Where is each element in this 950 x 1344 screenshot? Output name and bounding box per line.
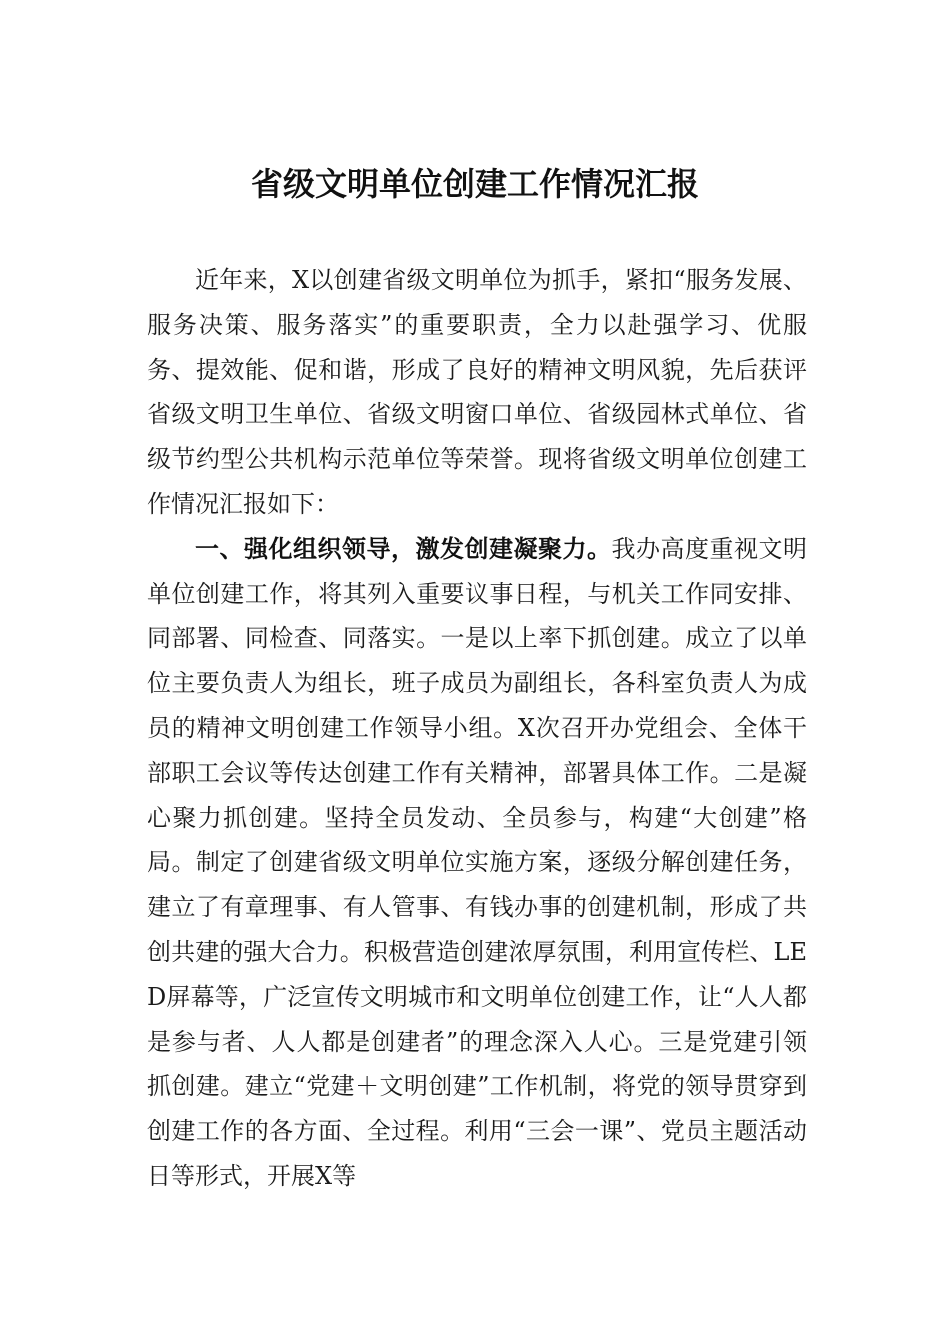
section-1-text: 我办高度重视文明单位创建工作，将其列入重要议事日程，与机关工作同安排、同部署、同检查、同落实。一是以上率下抓创建。成立了以单位主要负责人为组长，班子成员为副组长，各科室负责人为成员的精神文明创建工作领导小组。X次召开办党组会、全体干部职工会议等传达创建工作有关精神，部署具体工作。二是凝心聚力抓创建。坚持全员发动、全员参与，构建“大创建”格局。制定了创建省级文明单位实施方案，逐级分解创建任务，建立了有章理事、有人管事、有钱办事的创建机制，形成了共创共建的强大合力。积极营造创建浓厚氛围，利用宣传栏、LED屏幕等，广泛宣传文明城市和文明单位创建工作，让“人人都是参与者、人人都是创建者”的理念深入人心。三是党建引领抓创建。建立“党建＋文明创建”工作机制，将党的领导贯穿到创建工作的各方面、全过程。利用“三会一课”、党员主题活动日等形式，开展X等 (147, 534, 807, 1190)
intro-paragraph: 近年来，X以创建省级文明单位为抓手，紧扣“服务发展、服务决策、服务落实”的重要职责，全力以赴强学习、优服务、提效能、促和谐，形成了良好的精神文明风貌，先后获评省级文明卫生单位、省级文明窗口单位、省级园林式单位、省级节约型公共机构示范单位等荣誉。现将省级文明单位创建工作情况汇报如下： (147, 266, 807, 518)
section-1-heading: 一、强化组织领导，激发创建凝聚力。 (195, 534, 612, 563)
section-1-paragraph (147, 527, 807, 1199)
document-title: 省级文明单位创建工作情况汇报 (250, 165, 699, 203)
document-body (147, 258, 807, 1199)
